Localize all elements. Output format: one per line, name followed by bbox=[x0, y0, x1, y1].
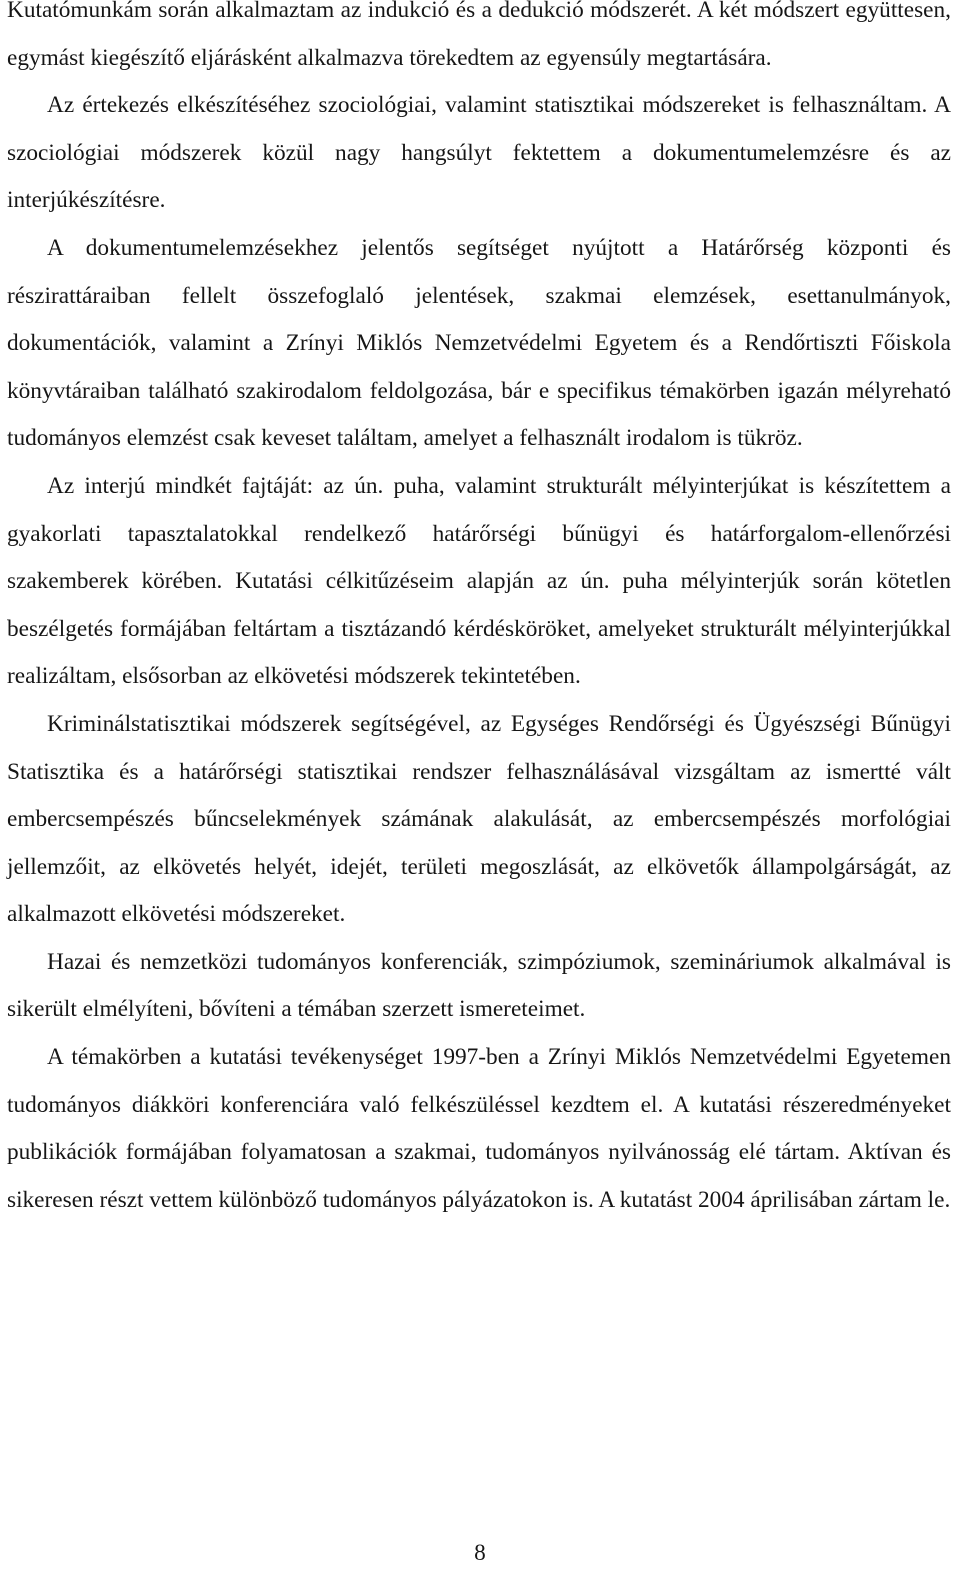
paragraph-document-analysis: A dokumentumelemzésekhez jelentős segítséget nyújtott a Határőrség központi és részirattáraiban fellelt összefoglaló jelentések, szakmai elemzések, esettanulmányok, dokumentációk, valamint a Zrínyi Miklós Nemzetvédelmi Egyetem és a Rendőrtiszti Főiskola könyvtáraiban található szakirodalom feldolgozása, bár e specifikus témakörben igazán mélyreható tudományos elemzést csak keveset találtam, amelyet a felhasznált irodalom is tükröz. bbox=[7, 234, 951, 452]
paragraph-conferences: Hazai és nemzetközi tudományos konferenciák, szimpóziumok, szemináriumok alkalmával is sikerült elmélyíteni, bővíteni a témában szerzett ismereteimet. bbox=[7, 948, 951, 1023]
paragraph-methods-induction: Kutatómunkám során alkalmaztam az indukció és a dedukció módszerét. A két módszert együttesen, egymást kiegészítő eljárásként alkalmazva törekedtem az egyensúly megtartására. bbox=[7, 0, 951, 71]
paragraph-interviews: Az interjú mindkét fajtáját: az ún. puha, valamint strukturált mélyinterjúkat is készítettem a gyakorlati tapasztalatokkal rendelkező határőrségi bűnügyi és határforgalom-ellenőrzési szakemberek körében. Kutatási célkitűzéseim alapján az ún. puha mélyinterjúk során kötetlen beszélgetés formájában feltártam a tisztázandó kérdésköröket, amelyeket strukturált mélyinterjúkkal realizáltam, elsősorban az elkövetési módszerek tekintetében. bbox=[7, 472, 951, 690]
page-number: 8 bbox=[474, 1540, 486, 1566]
paragraph-research-timeline: A témakörben a kutatási tevékenységet 1997-ben a Zrínyi Miklós Nemzetvédelmi Egyetemen tudományos diákköri konferenciára való felkészüléssel kezdtem el. A kutatási részeredményeket publikációk formájában folyamatosan a szakmai, tudományos nyilvánosság elé tártam. Aktívan és sikeresen részt vettem különböző tudományos pályázatokon is. A kutatást 2004 áprilisában zártam le. bbox=[7, 1044, 951, 1213]
paragraph-sociological-methods: Az értekezés elkészítéséhez szociológiai, valamint statisztikai módszereket is felhasználtam. A szociológiai módszerek közül nagy hangsúlyt fektettem a dokumentumelemzésre és az interjúkészítésre. bbox=[7, 92, 951, 214]
document-body bbox=[7, 0, 951, 1224]
paragraph-criminal-statistics: Kriminálstatisztikai módszerek segítségével, az Egységes Rendőrségi és Ügyészségi Bűnügyi Statisztika és a határőrségi statisztikai rendszer felhasználásával vizsgáltam az ismertté vált embercsempészés bűncselekmények számának alakulását, az embercsempészés morfológiai jellemzőit, az elkövetés helyét, idejét, területi megoszlását, az elkövetők állampolgárságát, az alkalmazott elkövetési módszereket. bbox=[7, 710, 951, 928]
